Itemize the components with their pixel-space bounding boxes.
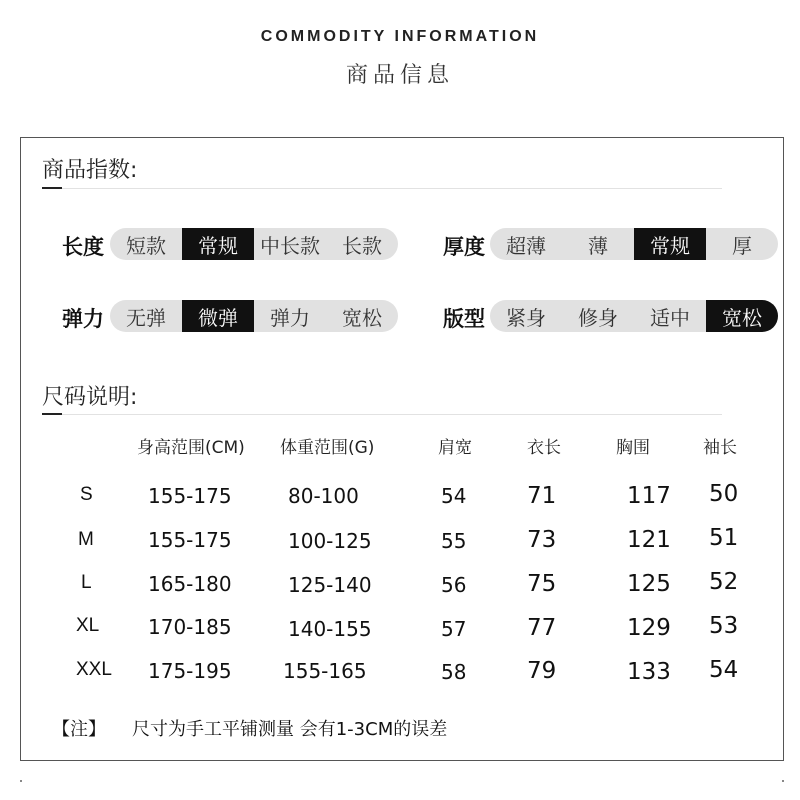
cell-length: 77 [527,615,557,641]
header-sleeve: 袖长 [703,438,737,458]
header-shoulder: 肩宽 [438,438,472,458]
cell-height: 170-185 [148,615,232,639]
pill-thickness [490,228,778,260]
index-section-divider [42,188,722,189]
cell-weight: 80-100 [288,484,359,508]
cell-length: 75 [527,571,557,597]
attr-label-length: 长度 [62,235,104,259]
size-section-title: 尺码说明: [42,385,138,410]
cell-size: XL [76,615,100,636]
index-section-title: 商品指数: [42,158,138,183]
cell-chest: 117 [627,483,671,509]
option-length-regular: 常规 [182,228,254,260]
cell-weight: 140-155 [288,617,372,641]
header-weight: 体重范围(G) [280,438,375,458]
cell-shoulder: 54 [441,484,467,508]
header-length: 衣长 [527,438,561,458]
cell-sleeve: 53 [709,613,739,639]
header-title-cn: 商品信息 [345,63,454,88]
option-elasticity-none: 无弹 [126,305,166,330]
option-length-short: 短款 [126,233,166,258]
option-length-mid: 中长款 [260,233,320,258]
cell-weight: 155-165 [283,659,367,683]
cell-length: 73 [527,527,557,553]
corner-dot-left [20,780,22,782]
cell-chest: 133 [627,659,671,685]
cell-shoulder: 57 [441,617,467,641]
cell-sleeve: 52 [709,569,739,595]
pill-fit [490,300,778,332]
pill-elasticity [110,300,398,332]
option-elasticity-slight: 微弹 [182,300,254,332]
cell-sleeve: 50 [709,481,739,507]
header-title-en: COMMODITY INFORMATION [260,28,540,45]
attr-label-fit: 版型 [443,307,485,331]
cell-weight: 125-140 [288,573,372,597]
option-thickness-regular: 常规 [634,228,706,260]
cell-height: 155-175 [148,528,232,552]
cell-sleeve: 54 [709,657,739,683]
option-thickness-thin: 薄 [588,233,608,258]
option-elasticity-stretch: 弹力 [270,305,310,330]
cell-length: 79 [527,658,557,684]
cell-size: M [78,529,94,550]
cell-shoulder: 58 [441,660,467,684]
option-thickness-thick: 厚 [732,233,752,258]
option-fit-slim: 修身 [578,305,618,330]
cell-shoulder: 55 [441,529,467,553]
cell-size: S [80,484,93,505]
cell-height: 175-195 [148,659,232,683]
note-text: 尺寸为手工平铺测量 会有1-3CM的误差 [132,719,448,740]
cell-shoulder: 56 [441,573,467,597]
cell-length: 71 [527,483,557,509]
cell-height: 155-175 [148,484,232,508]
cell-size: L [81,572,92,593]
option-elasticity-loose: 宽松 [342,305,382,330]
size-section-marker [42,413,62,415]
cell-height: 165-180 [148,572,232,596]
option-fit-regular: 适中 [650,305,690,330]
option-length-long: 长款 [342,233,382,258]
header-chest: 胸围 [616,438,650,458]
cell-size: XXL [76,659,112,680]
option-fit-tight: 紧身 [506,305,546,330]
option-fit-loose: 宽松 [706,300,778,332]
pill-length [110,228,398,260]
attr-label-elasticity: 弹力 [62,307,104,331]
note-label: 【注】 [52,719,106,740]
corner-dot-right [782,780,784,782]
cell-sleeve: 51 [709,525,739,551]
index-section-marker [42,187,62,189]
cell-weight: 100-125 [288,529,372,553]
cell-chest: 129 [627,615,671,641]
cell-chest: 125 [627,571,671,597]
attr-label-thickness: 厚度 [443,235,485,259]
size-section-divider [42,414,722,415]
option-thickness-ultrathin: 超薄 [506,233,546,258]
cell-chest: 121 [627,527,671,553]
header-height: 身高范围(CM) [137,438,245,458]
